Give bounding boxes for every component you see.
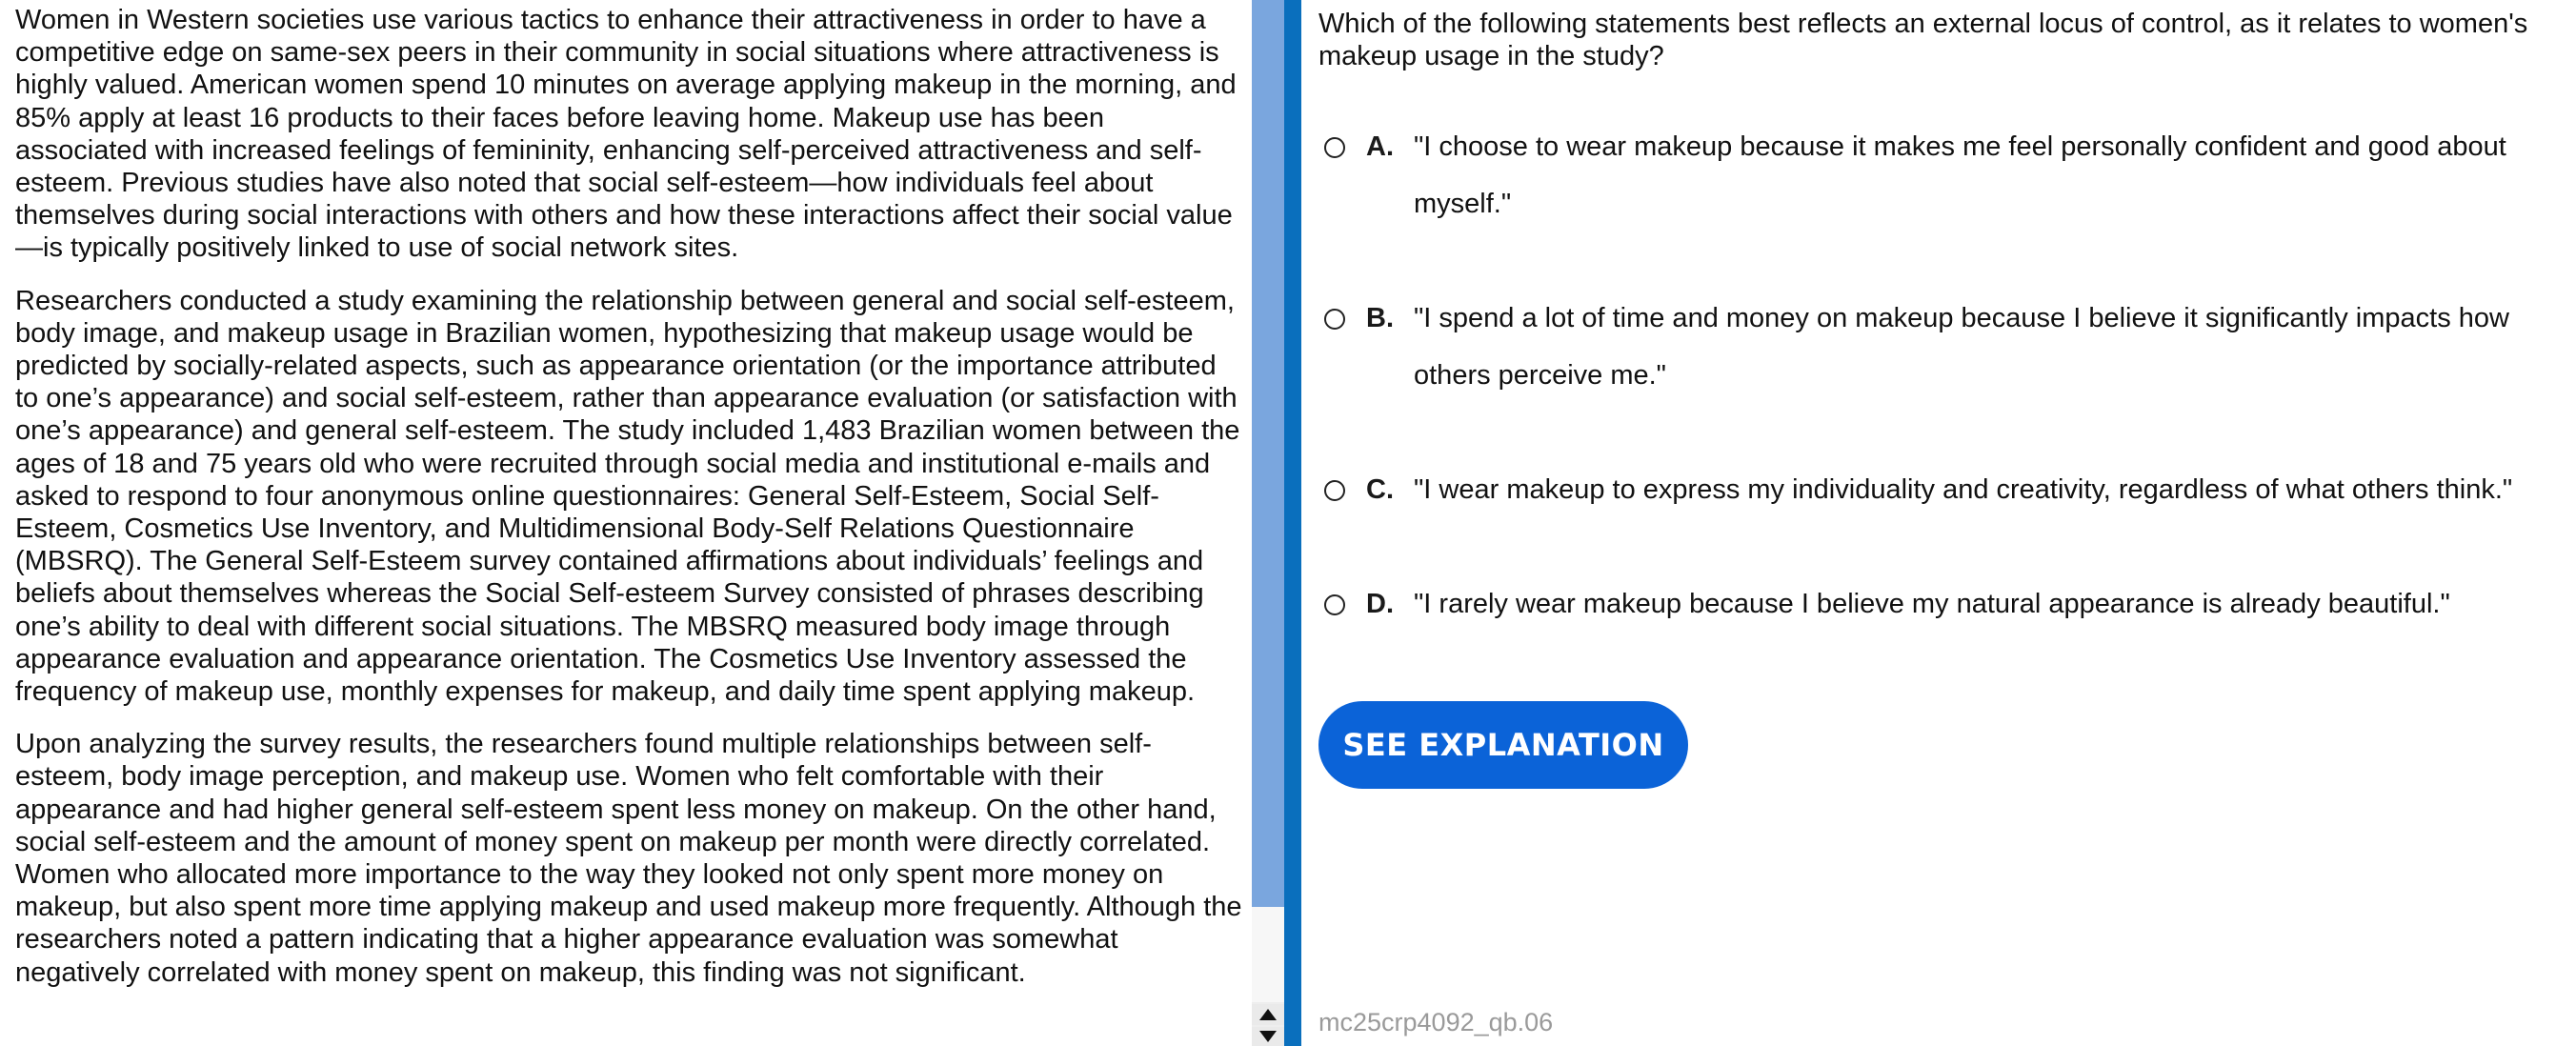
choice-text-c: "I wear makeup to express my individuality and creativity, regardless of what others think." (1414, 474, 2513, 505)
scroll-up-button[interactable] (1252, 1004, 1284, 1025)
see-explanation-button[interactable]: SEE EXPLANATION (1318, 701, 1688, 789)
question-pane (1301, 0, 2576, 1046)
passage-pane (0, 0, 1252, 1046)
choice-text-a: "I choose to wear makeup because it makes me feel personally confident and good about myself." (1414, 131, 2506, 219)
arrow-up-icon (1259, 1009, 1277, 1020)
choice-letter-b: B. (1366, 303, 1394, 333)
scrollbar-track[interactable] (1252, 907, 1284, 1002)
radio-button-a[interactable] (1324, 137, 1345, 158)
answer-choice-b[interactable] (1324, 301, 2563, 404)
question-id: mc25crp4092_qb.06 (1318, 1008, 1554, 1036)
question-stem: Which of the following statements best reflects an external locus of control, as it relates to women's makeup usage in the study? (1318, 9, 2528, 71)
passage-paragraph-2: Researchers conducted a study examining the relationship between general and social self-esteem, body image, and makeup usage in Brazilian women, hypothesizing that makeup usage would be predicted by socially-related aspects, such as appearance orientation (or the importance attributed to one’s appearance) and social self-esteem, rather than appearance evaluation (or satisfaction with one’s appearance) and general self-esteem. The study included 1,483 Brazilian women between the ages of 18 and 75 years old who were recruited through social media and institutional e-mails and asked to respond to four anonymous online questionnaires: General Self-Esteem, Social Self-Esteem, Cosmetics Use Inventory, and Multidimensional Body-Self Relations Questionnaire (MBSRQ). The General Self-Esteem survey contained affirmations about individuals’ feelings and beliefs about themselves whereas the Social Self-esteem Survey consisted of phrases describing one’s ability to deal with different social situations. The MBSRQ measured body image through appearance evaluation and appearance orientation. The Cosmetics Use Inventory assessed the frequency of makeup use, monthly expenses for makeup, and daily time spent applying makeup. (15, 285, 1240, 708)
scrollbar-thumb[interactable] (1252, 0, 1284, 907)
answer-choice-c[interactable] (1324, 473, 2563, 518)
passage-scrollbar[interactable] (1252, 0, 1284, 1046)
passage-paragraph-1: Women in Western societies use various tactics to enhance their attractiveness in order to have a competitive edge on same-sex peers in their community in social situations where attractiveness is highly valued. American women spend 10 minutes on average applying makeup in the morning, and 85% apply at least 16 products to their faces before leaving home. Makeup use has been associated with increased feelings of femininity, enhancing self-perceived attractiveness and self-esteem. Previous studies have also noted that social self-esteem—how individuals feel about themselves during social interactions with others and how these interactions affect their social value—is typically positively linked to use of social network sites. (15, 5, 1237, 264)
radio-button-c[interactable] (1324, 480, 1345, 501)
scroll-down-button[interactable] (1252, 1027, 1284, 1046)
radio-button-d[interactable] (1324, 594, 1345, 615)
choice-letter-c: C. (1366, 474, 1394, 505)
answer-choice-a[interactable] (1324, 130, 2563, 232)
choice-text-b: "I spend a lot of time and money on makeup because I believe it significantly impacts how others perceive me." (1414, 303, 2509, 391)
pane-divider[interactable] (1284, 0, 1301, 1046)
radio-button-b[interactable] (1324, 309, 1345, 330)
choice-text-d: "I rarely wear makeup because I believe my natural appearance is already beautiful." (1414, 589, 2450, 619)
choice-letter-a: A. (1366, 131, 1394, 162)
answer-choice-d[interactable] (1324, 587, 2563, 633)
passage-paragraph-3: Upon analyzing the survey results, the researchers found multiple relationships between self-esteem, body image perception, and makeup use. Women who felt comfortable with their appearance and had higher general self-esteem spent less money on makeup. On the other hand, social self-esteem and the amount of money spent on makeup per month were directly correlated. Women who allocated more importance to the way they looked not only spent more money on makeup, but also spent more time applying makeup and used makeup more frequently. Although the researchers noted a pattern indicating that a higher appearance evaluation was somewhat negatively correlated with money spent on makeup, this finding was not significant. (15, 729, 1242, 988)
choice-letter-d: D. (1366, 589, 1394, 619)
arrow-down-icon (1259, 1031, 1277, 1042)
